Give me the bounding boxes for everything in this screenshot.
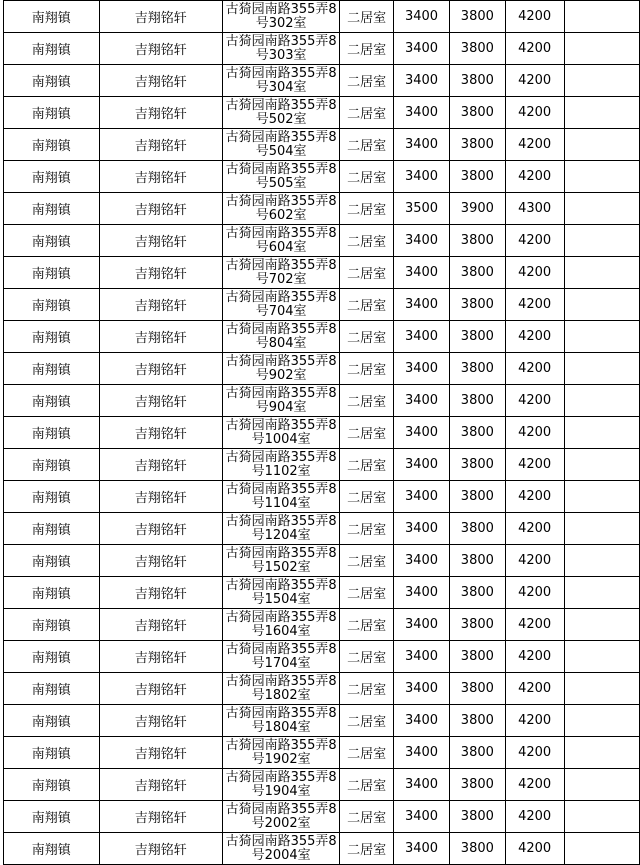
layout-cell: 二居室 xyxy=(340,673,394,705)
address-cell: 古猗园南路355弄8号1902室 xyxy=(223,737,340,769)
layout-cell: 二居室 xyxy=(340,1,394,33)
table-row xyxy=(4,801,640,833)
blank-cell xyxy=(564,353,639,385)
address-cell: 古猗园南路355弄8号1804室 xyxy=(223,705,340,737)
complex-cell: 吉翔铭轩 xyxy=(99,673,222,705)
address-cell: 古猗园南路355弄8号2004室 xyxy=(223,833,340,865)
price-cell-2: 3800 xyxy=(449,33,505,65)
complex-cell: 吉翔铭轩 xyxy=(99,545,222,577)
town-cell: 南翔镇 xyxy=(4,449,100,481)
layout-cell: 二居室 xyxy=(340,449,394,481)
blank-cell xyxy=(564,577,639,609)
layout-cell: 二居室 xyxy=(340,353,394,385)
blank-cell xyxy=(564,833,639,865)
address-cell: 古猗园南路355弄8号702室 xyxy=(223,257,340,289)
complex-cell: 吉翔铭轩 xyxy=(99,97,222,129)
price-cell-1: 3400 xyxy=(394,609,450,641)
table-row xyxy=(4,417,640,449)
price-cell-2: 3800 xyxy=(449,97,505,129)
price-cell-3: 4200 xyxy=(505,257,564,289)
blank-cell xyxy=(564,161,639,193)
blank-cell xyxy=(564,545,639,577)
complex-cell: 吉翔铭轩 xyxy=(99,449,222,481)
table-row xyxy=(4,481,640,513)
price-cell-1: 3400 xyxy=(394,513,450,545)
town-cell: 南翔镇 xyxy=(4,417,100,449)
price-cell-2: 3800 xyxy=(449,545,505,577)
complex-cell: 吉翔铭轩 xyxy=(99,577,222,609)
address-cell: 古猗园南路355弄8号1802室 xyxy=(223,673,340,705)
price-cell-1: 3400 xyxy=(394,321,450,353)
complex-cell: 吉翔铭轩 xyxy=(99,769,222,801)
blank-cell xyxy=(564,225,639,257)
price-cell-3: 4200 xyxy=(505,705,564,737)
layout-cell: 二居室 xyxy=(340,97,394,129)
town-cell: 南翔镇 xyxy=(4,289,100,321)
price-cell-1: 3400 xyxy=(394,481,450,513)
price-cell-3: 4200 xyxy=(505,129,564,161)
table-row xyxy=(4,769,640,801)
complex-cell: 吉翔铭轩 xyxy=(99,385,222,417)
table-row xyxy=(4,833,640,865)
layout-cell: 二居室 xyxy=(340,545,394,577)
price-cell-2: 3800 xyxy=(449,321,505,353)
price-cell-2: 3800 xyxy=(449,449,505,481)
complex-cell: 吉翔铭轩 xyxy=(99,193,222,225)
price-cell-1: 3400 xyxy=(394,33,450,65)
address-cell: 古猗园南路355弄8号604室 xyxy=(223,225,340,257)
layout-cell: 二居室 xyxy=(340,641,394,673)
town-cell: 南翔镇 xyxy=(4,737,100,769)
table-row xyxy=(4,321,640,353)
price-cell-3: 4200 xyxy=(505,417,564,449)
price-cell-2: 3800 xyxy=(449,257,505,289)
price-cell-3: 4200 xyxy=(505,577,564,609)
blank-cell xyxy=(564,705,639,737)
layout-cell: 二居室 xyxy=(340,609,394,641)
table-row xyxy=(4,97,640,129)
blank-cell xyxy=(564,641,639,673)
layout-cell: 二居室 xyxy=(340,481,394,513)
price-cell-2: 3800 xyxy=(449,673,505,705)
price-cell-2: 3800 xyxy=(449,385,505,417)
complex-cell: 吉翔铭轩 xyxy=(99,289,222,321)
listing-table xyxy=(3,0,640,865)
price-cell-3: 4300 xyxy=(505,193,564,225)
price-cell-2: 3800 xyxy=(449,225,505,257)
address-cell: 古猗园南路355弄8号1604室 xyxy=(223,609,340,641)
table-row xyxy=(4,385,640,417)
address-cell: 古猗园南路355弄8号1504室 xyxy=(223,577,340,609)
price-cell-3: 4200 xyxy=(505,65,564,97)
table-row xyxy=(4,1,640,33)
table-row xyxy=(4,289,640,321)
town-cell: 南翔镇 xyxy=(4,641,100,673)
address-cell: 古猗园南路355弄8号504室 xyxy=(223,129,340,161)
layout-cell: 二居室 xyxy=(340,321,394,353)
layout-cell: 二居室 xyxy=(340,33,394,65)
price-cell-1: 3400 xyxy=(394,449,450,481)
price-cell-2: 3800 xyxy=(449,129,505,161)
town-cell: 南翔镇 xyxy=(4,129,100,161)
layout-cell: 二居室 xyxy=(340,705,394,737)
price-cell-3: 4200 xyxy=(505,161,564,193)
table-body xyxy=(4,1,640,865)
blank-cell xyxy=(564,417,639,449)
price-cell-3: 4200 xyxy=(505,801,564,833)
town-cell: 南翔镇 xyxy=(4,801,100,833)
price-cell-1: 3400 xyxy=(394,705,450,737)
table-row xyxy=(4,161,640,193)
blank-cell xyxy=(564,129,639,161)
address-cell: 古猗园南路355弄8号303室 xyxy=(223,33,340,65)
town-cell: 南翔镇 xyxy=(4,321,100,353)
price-cell-2: 3800 xyxy=(449,353,505,385)
blank-cell xyxy=(564,321,639,353)
price-cell-2: 3800 xyxy=(449,705,505,737)
price-cell-2: 3800 xyxy=(449,513,505,545)
town-cell: 南翔镇 xyxy=(4,65,100,97)
table-row xyxy=(4,705,640,737)
layout-cell: 二居室 xyxy=(340,257,394,289)
address-cell: 古猗园南路355弄8号602室 xyxy=(223,193,340,225)
town-cell: 南翔镇 xyxy=(4,33,100,65)
town-cell: 南翔镇 xyxy=(4,545,100,577)
price-cell-1: 3400 xyxy=(394,289,450,321)
blank-cell xyxy=(564,769,639,801)
town-cell: 南翔镇 xyxy=(4,353,100,385)
price-cell-1: 3400 xyxy=(394,225,450,257)
price-cell-3: 4200 xyxy=(505,1,564,33)
layout-cell: 二居室 xyxy=(340,385,394,417)
layout-cell: 二居室 xyxy=(340,289,394,321)
layout-cell: 二居室 xyxy=(340,737,394,769)
town-cell: 南翔镇 xyxy=(4,609,100,641)
address-cell: 古猗园南路355弄8号1904室 xyxy=(223,769,340,801)
price-cell-3: 4200 xyxy=(505,641,564,673)
blank-cell xyxy=(564,513,639,545)
town-cell: 南翔镇 xyxy=(4,481,100,513)
table-row xyxy=(4,609,640,641)
price-cell-1: 3400 xyxy=(394,65,450,97)
price-cell-3: 4200 xyxy=(505,481,564,513)
town-cell: 南翔镇 xyxy=(4,673,100,705)
price-cell-1: 3400 xyxy=(394,801,450,833)
address-cell: 古猗园南路355弄8号902室 xyxy=(223,353,340,385)
complex-cell: 吉翔铭轩 xyxy=(99,1,222,33)
address-cell: 古猗园南路355弄8号304室 xyxy=(223,65,340,97)
address-cell: 古猗园南路355弄8号704室 xyxy=(223,289,340,321)
table-row xyxy=(4,225,640,257)
address-cell: 古猗园南路355弄8号2002室 xyxy=(223,801,340,833)
layout-cell: 二居室 xyxy=(340,65,394,97)
price-cell-3: 4200 xyxy=(505,289,564,321)
price-cell-2: 3800 xyxy=(449,641,505,673)
town-cell: 南翔镇 xyxy=(4,97,100,129)
price-cell-1: 3400 xyxy=(394,641,450,673)
address-cell: 古猗园南路355弄8号1704室 xyxy=(223,641,340,673)
price-cell-3: 4200 xyxy=(505,385,564,417)
complex-cell: 吉翔铭轩 xyxy=(99,417,222,449)
blank-cell xyxy=(564,97,639,129)
town-cell: 南翔镇 xyxy=(4,257,100,289)
price-cell-1: 3400 xyxy=(394,257,450,289)
table-row xyxy=(4,193,640,225)
complex-cell: 吉翔铭轩 xyxy=(99,705,222,737)
complex-cell: 吉翔铭轩 xyxy=(99,161,222,193)
price-cell-3: 4200 xyxy=(505,353,564,385)
town-cell: 南翔镇 xyxy=(4,385,100,417)
blank-cell xyxy=(564,737,639,769)
complex-cell: 吉翔铭轩 xyxy=(99,833,222,865)
price-cell-3: 4200 xyxy=(505,225,564,257)
blank-cell xyxy=(564,609,639,641)
price-cell-3: 4200 xyxy=(505,449,564,481)
address-cell: 古猗园南路355弄8号1004室 xyxy=(223,417,340,449)
table-row xyxy=(4,65,640,97)
price-cell-2: 3800 xyxy=(449,801,505,833)
price-cell-1: 3500 xyxy=(394,193,450,225)
complex-cell: 吉翔铭轩 xyxy=(99,225,222,257)
price-cell-2: 3800 xyxy=(449,769,505,801)
town-cell: 南翔镇 xyxy=(4,513,100,545)
table-row xyxy=(4,641,640,673)
price-cell-3: 4200 xyxy=(505,97,564,129)
blank-cell xyxy=(564,481,639,513)
complex-cell: 吉翔铭轩 xyxy=(99,513,222,545)
address-cell: 古猗园南路355弄8号302室 xyxy=(223,1,340,33)
town-cell: 南翔镇 xyxy=(4,769,100,801)
price-cell-3: 4200 xyxy=(505,673,564,705)
price-cell-1: 3400 xyxy=(394,545,450,577)
price-cell-3: 4200 xyxy=(505,545,564,577)
layout-cell: 二居室 xyxy=(340,129,394,161)
layout-cell: 二居室 xyxy=(340,225,394,257)
town-cell: 南翔镇 xyxy=(4,833,100,865)
table-row xyxy=(4,449,640,481)
town-cell: 南翔镇 xyxy=(4,193,100,225)
town-cell: 南翔镇 xyxy=(4,577,100,609)
layout-cell: 二居室 xyxy=(340,193,394,225)
address-cell: 古猗园南路355弄8号1102室 xyxy=(223,449,340,481)
layout-cell: 二居室 xyxy=(340,833,394,865)
table-row xyxy=(4,737,640,769)
table-row xyxy=(4,513,640,545)
price-cell-1: 3400 xyxy=(394,97,450,129)
table-row xyxy=(4,545,640,577)
blank-cell xyxy=(564,385,639,417)
complex-cell: 吉翔铭轩 xyxy=(99,129,222,161)
layout-cell: 二居室 xyxy=(340,577,394,609)
blank-cell xyxy=(564,673,639,705)
price-cell-2: 3800 xyxy=(449,161,505,193)
price-cell-2: 3800 xyxy=(449,737,505,769)
address-cell: 古猗园南路355弄8号505室 xyxy=(223,161,340,193)
price-cell-3: 4200 xyxy=(505,737,564,769)
layout-cell: 二居室 xyxy=(340,801,394,833)
address-cell: 古猗园南路355弄8号1104室 xyxy=(223,481,340,513)
price-cell-2: 3800 xyxy=(449,577,505,609)
price-cell-2: 3800 xyxy=(449,289,505,321)
price-cell-1: 3400 xyxy=(394,673,450,705)
town-cell: 南翔镇 xyxy=(4,705,100,737)
address-cell: 古猗园南路355弄8号502室 xyxy=(223,97,340,129)
layout-cell: 二居室 xyxy=(340,161,394,193)
price-cell-1: 3400 xyxy=(394,161,450,193)
complex-cell: 吉翔铭轩 xyxy=(99,609,222,641)
address-cell: 古猗园南路355弄8号804室 xyxy=(223,321,340,353)
complex-cell: 吉翔铭轩 xyxy=(99,481,222,513)
price-cell-2: 3900 xyxy=(449,193,505,225)
blank-cell xyxy=(564,1,639,33)
price-cell-3: 4200 xyxy=(505,321,564,353)
price-cell-2: 3800 xyxy=(449,1,505,33)
blank-cell xyxy=(564,801,639,833)
price-cell-3: 4200 xyxy=(505,33,564,65)
price-cell-1: 3400 xyxy=(394,353,450,385)
price-cell-1: 3400 xyxy=(394,417,450,449)
blank-cell xyxy=(564,289,639,321)
table-row xyxy=(4,673,640,705)
price-cell-1: 3400 xyxy=(394,577,450,609)
price-cell-2: 3800 xyxy=(449,65,505,97)
price-cell-3: 4200 xyxy=(505,833,564,865)
layout-cell: 二居室 xyxy=(340,417,394,449)
price-cell-3: 4200 xyxy=(505,769,564,801)
complex-cell: 吉翔铭轩 xyxy=(99,65,222,97)
complex-cell: 吉翔铭轩 xyxy=(99,353,222,385)
town-cell: 南翔镇 xyxy=(4,225,100,257)
address-cell: 古猗园南路355弄8号1502室 xyxy=(223,545,340,577)
blank-cell xyxy=(564,33,639,65)
price-cell-2: 3800 xyxy=(449,833,505,865)
price-cell-3: 4200 xyxy=(505,609,564,641)
price-cell-1: 3400 xyxy=(394,737,450,769)
price-cell-1: 3400 xyxy=(394,833,450,865)
complex-cell: 吉翔铭轩 xyxy=(99,641,222,673)
town-cell: 南翔镇 xyxy=(4,1,100,33)
table-row xyxy=(4,353,640,385)
town-cell: 南翔镇 xyxy=(4,161,100,193)
table-row xyxy=(4,129,640,161)
address-cell: 古猗园南路355弄8号1204室 xyxy=(223,513,340,545)
price-cell-1: 3400 xyxy=(394,769,450,801)
price-cell-2: 3800 xyxy=(449,609,505,641)
price-cell-2: 3800 xyxy=(449,417,505,449)
complex-cell: 吉翔铭轩 xyxy=(99,257,222,289)
complex-cell: 吉翔铭轩 xyxy=(99,321,222,353)
layout-cell: 二居室 xyxy=(340,769,394,801)
price-cell-1: 3400 xyxy=(394,1,450,33)
table-row xyxy=(4,257,640,289)
layout-cell: 二居室 xyxy=(340,513,394,545)
complex-cell: 吉翔铭轩 xyxy=(99,801,222,833)
complex-cell: 吉翔铭轩 xyxy=(99,737,222,769)
complex-cell: 吉翔铭轩 xyxy=(99,33,222,65)
price-cell-3: 4200 xyxy=(505,513,564,545)
table-row xyxy=(4,33,640,65)
price-cell-1: 3400 xyxy=(394,129,450,161)
blank-cell xyxy=(564,257,639,289)
table-row xyxy=(4,577,640,609)
blank-cell xyxy=(564,449,639,481)
blank-cell xyxy=(564,193,639,225)
price-cell-2: 3800 xyxy=(449,481,505,513)
price-cell-1: 3400 xyxy=(394,385,450,417)
blank-cell xyxy=(564,65,639,97)
address-cell: 古猗园南路355弄8号904室 xyxy=(223,385,340,417)
